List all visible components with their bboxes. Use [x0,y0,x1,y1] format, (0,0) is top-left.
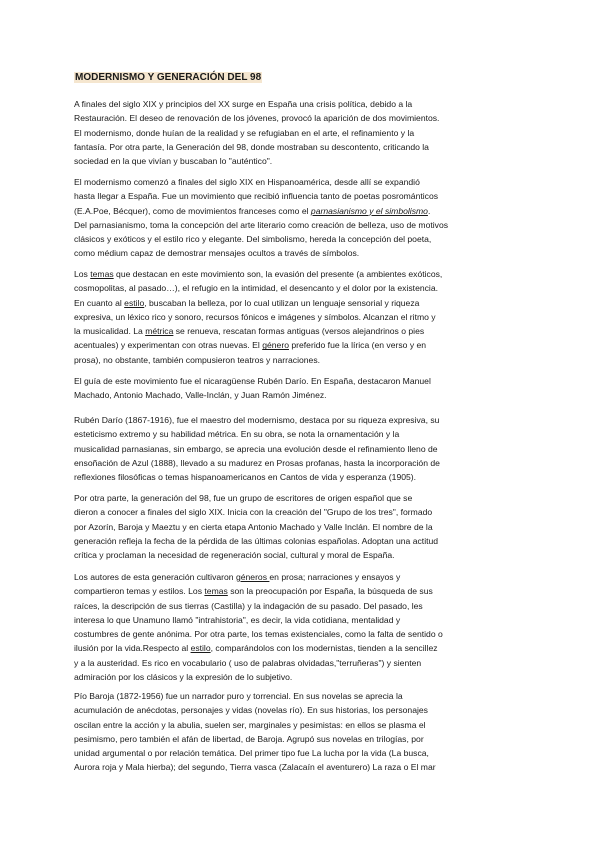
text-line [74,140,532,154]
text-segment: generación refleja la fecha de la pérdida de las últimas colonias españolas. Adoptan una actitud [74,535,439,546]
emphasized-term: temas [90,269,114,279]
text-segment: en prosa; narraciones y ensayos y [269,572,401,582]
text-segment: Rubén Darío (1867-1916), fue el maestro del modernismo, destaca por su riqueza expresiva, su [74,415,440,425]
text-segment: Los [74,269,91,279]
paragraph [74,175,532,261]
text-segment: , comparándolos con los modernistas, tienden a la sencillez [210,643,438,654]
text-line [74,246,532,260]
text-line [74,374,532,388]
text-segment: se renueva, rescatan formas antiguas (versos alejandrinos o pies [173,326,425,337]
text-line [74,338,532,352]
text-segment: por Azorín, Baroja y Maeztu y en cierta etapa Antonio Machado y Valle Inclán. El nombre de la [74,521,433,532]
text-line [74,296,532,310]
emphasized-term: estilo [190,643,211,654]
text-line [74,491,532,505]
emphasized-term: géneros [235,572,270,582]
text-line [74,175,532,189]
text-line [74,154,532,168]
text-segment: costumbres de gente anónima. Por otra parte, los temas existenciales, como la falta de sentido o [74,629,443,640]
text-line [74,599,532,613]
text-line [74,627,532,641]
text-segment: Machado, Antonio Machado, Valle-Inclán, y Juan Ramón Jiménez. [74,390,327,401]
text-segment: A finales del siglo XIX y principios del XX surge en España una crisis política, debido a la [74,99,413,109]
text-line [74,281,532,295]
text-segment: acumulación de anécdotas, personajes y vidas (novelas río). En sus historias, los personajes [74,705,428,716]
text-line [74,718,532,732]
text-segment: dieron a conocer a finales del siglo XIX. Inicia con la creación del "Grupo de los tres", formado [74,507,433,518]
text-segment: la musicalidad. La [74,326,146,337]
document-title: MODERNISMO Y GENERACIÓN DEL 98 [75,72,262,83]
text-line [74,470,532,484]
text-segment: sociedad en la que vivían y buscaban lo "auténtico". [74,156,273,167]
paragraph [74,570,532,684]
emphasized-term: estilo [124,297,145,308]
text-segment: reflexiones filosóficas o temas hispanoamericanos en Cantos de vida y esperanza (1905). [74,472,417,483]
text-line [74,703,532,717]
text-segment: esteticismo extremo y su habilidad métrica. En su obra, se nota la ornamentación y la [74,429,400,440]
emphasized-term: parnasianismo y el simbolismo [310,205,428,216]
text-line [74,388,532,402]
text-segment: pesimismo, pero también el afán de libertad, de Baroja. Agrupó sus novelas en trilogías, por [74,733,424,744]
text-segment: Aurora roja y Mala hierba); del segundo, Tierra vasca (Zalacaín el aventurero) La raza o El mar [74,762,436,773]
text-line [74,456,532,470]
text-segment: unidad argumental o por relación temática. Del primer tipo fue La lucha por la vida (La busca, [74,748,429,759]
text-segment: ensoñación de Azul (1888), llevado a su madurez en Prosas profanas, hasta la incorporación de [74,457,440,468]
emphasized-term: métrica [145,326,174,337]
text-segment: oscilan entre la acción y la abulia, suelen ser, marginales y pesimistas: en ellos se plasma el [74,719,426,730]
text-line [74,641,532,655]
emphasized-term: género [262,340,289,351]
text-line [74,189,532,203]
text-segment: prosa), no obstante, también compusieron teatros y narraciones. [74,354,321,365]
text-line [74,656,532,670]
emphasized-term: temas [204,586,228,597]
text-segment: como médium capaz de demostrar mensajes ocultos a través de símbolos. [74,248,360,259]
text-line [74,204,532,218]
text-segment: acentuales) y experimentan con otras nuevas. El [74,340,263,351]
text-line [74,534,532,548]
text-line [74,760,532,774]
text-segment: Restauración. El deseo de renovación de los jóvenes, provocó la aparición de dos movimientos. [74,113,440,124]
text-line [74,442,532,456]
text-segment: En cuanto al [74,297,125,308]
text-line [74,353,532,367]
text-line [74,232,532,246]
text-line [74,324,532,338]
text-segment: El modernismo, donde huían de la realidad y se refugiaban en el arte, el refinamiento y la [74,127,415,138]
paragraph [74,689,532,775]
text-line [74,584,532,598]
text-segment: fantasía. Por otra parte, la Generación del 98, donde mostraban su descontento, criticando la [74,141,429,152]
paragraph [74,267,532,367]
text-segment: son la preocupación por España, la búsqueda de sus [227,586,433,597]
text-segment: compartieron temas y estilos. Los [74,586,205,597]
text-line [74,505,532,519]
text-segment: Los autores de esta generación cultivaron [74,572,236,582]
text-segment: raíces, la descripción de sus tierras (Castilla) y la indagación de su pasado. Del pasado, les [74,600,423,611]
paragraph [74,491,532,562]
text-line [74,570,532,584]
text-segment: preferido fue la lírica (en verso y en [288,340,427,351]
text-segment: Por otra parte, la generación del 98, fue un grupo de escritores de origen español que se [74,493,413,503]
text-line [74,732,532,746]
text-segment: crítica y proclaman la necesidad de regeneración social, cultural y moral de España. [74,550,395,561]
text-line [74,613,532,627]
text-line [74,97,532,111]
text-line [74,746,532,760]
text-line [74,689,532,703]
text-segment: El modernismo comenzó a finales del siglo XIX en Hispanoamérica, desde allí se expandió [74,177,420,187]
text-segment: interesa lo que Unamuno llamó "intrahistoria", es decir, la vida cotidiana, mentalidad y [74,614,401,625]
text-segment: Del parnasianismo, toma la concepción del arte literario como creación de belleza, uso de motivos [74,219,449,230]
paragraph [74,413,532,484]
text-segment: expresiva, un léxico rico y sonoro, recursos fónicos e imágenes y símbolos. Alcanzan el ritmo y [74,311,436,322]
text-line [74,218,532,232]
text-line [74,267,532,281]
text-segment: , buscaban la belleza, por lo cual utilizan un lenguaje sensorial y riqueza [144,297,420,308]
text-segment: admiración por los clásicos y la expresión de lo subjetivo. [74,672,293,683]
text-line [74,520,532,534]
text-segment: clásicos y exóticos y el estilo rico y elegante. Del simbolismo, hereda la concepción del poeta, [74,234,432,245]
text-line [74,548,532,562]
text-segment: y a la austeridad. Es rico en vocabulario ( uso de palabras olvidadas,"terruñeras") y sienten [74,657,422,668]
text-line [74,427,532,441]
text-line [74,111,532,125]
text-segment: (E.A.Poe, Bécquer), como de movimientos franceses como el [74,205,311,216]
paragraph [74,97,532,168]
text-segment: que destacan en este movimiento son, la evasión del presente (a ambientes exóticos, [113,269,443,279]
text-segment: cosmopolitas, al pasado…), el refugio en la intimidad, el desencanto y el dolor por la existencia. [74,283,439,294]
text-segment: ilusión por la vida.Respecto al [74,643,191,654]
text-line [74,413,532,427]
text-segment: . [427,205,431,216]
text-segment: El guía de este movimiento fue el nicaragüense Rubén Darío. En España, destacaron Manuel [74,376,431,386]
text-line [74,310,532,324]
text-segment: musicalidad parnasianas, sin embargo, se aprecia una evolución desde el refinamiento lleno de [74,443,438,454]
text-segment: Pío Baroja (1872-1956) fue un narrador puro y torrencial. En sus novelas se aprecia la [74,691,403,701]
text-line [74,670,532,684]
text-segment: hasta llegar a España. Fue un movimiento que recibió influencia tanto de poetas posrománticos [74,191,439,202]
text-line [74,126,532,140]
paragraph [74,374,532,403]
